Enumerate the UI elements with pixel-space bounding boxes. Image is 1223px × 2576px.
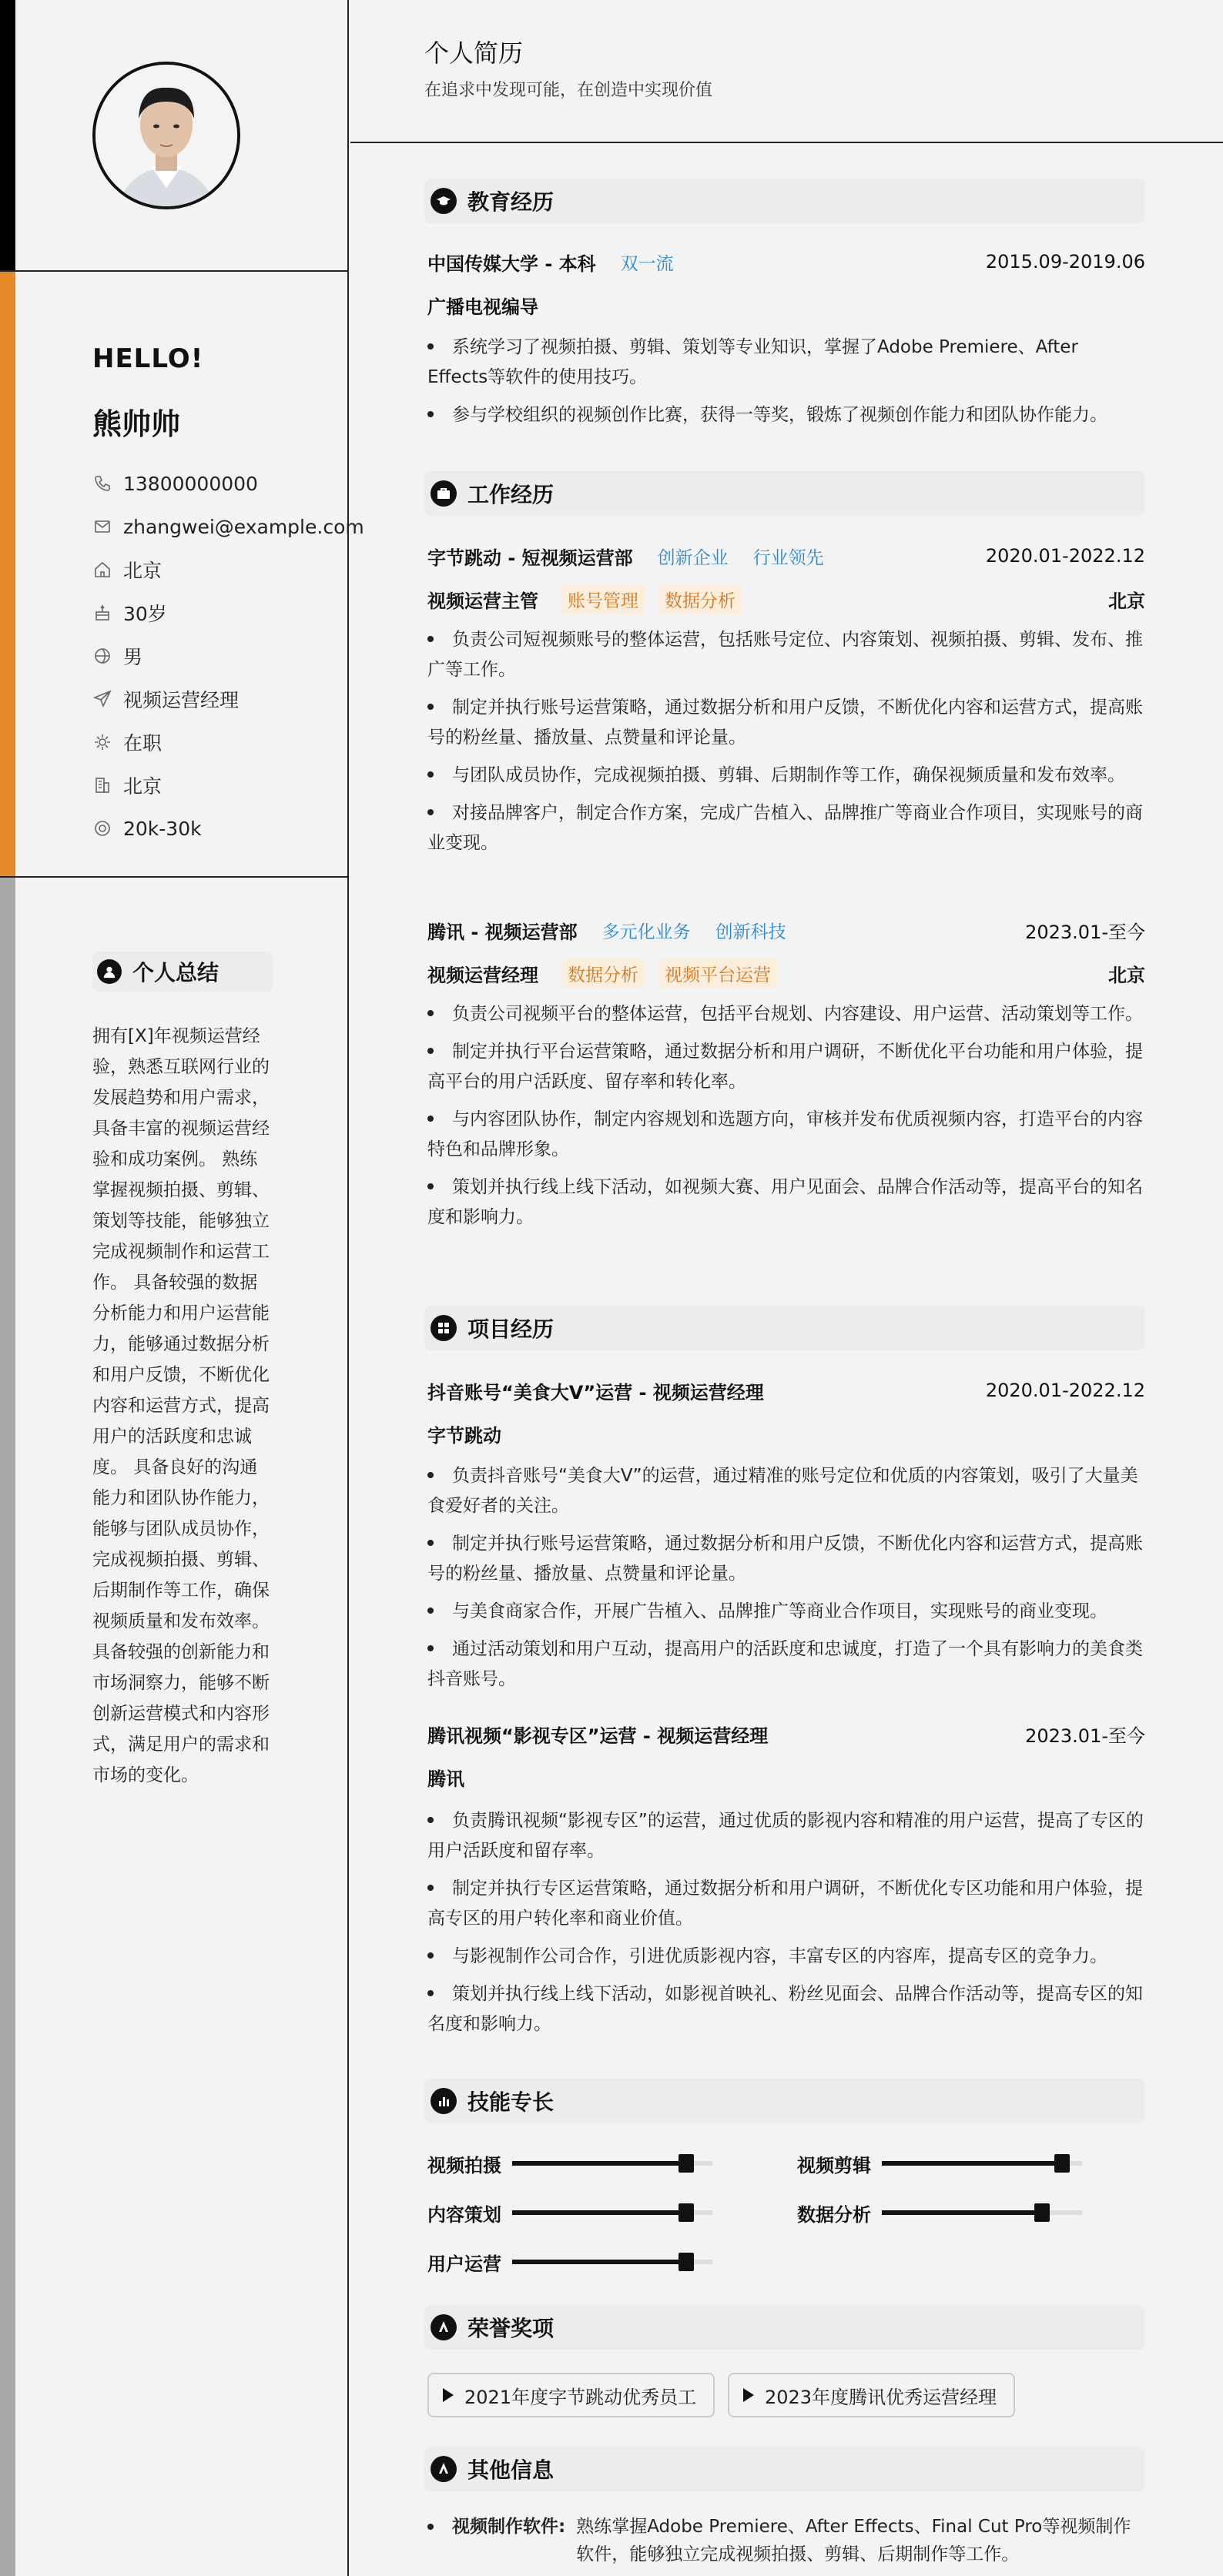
list-item: 策划并执行线上线下活动，如视频大赛、用户见面会、品牌合作活动等，提高平台的知名度和影响力。 [427, 1177, 1143, 1227]
contact-info-list [92, 462, 364, 850]
job-header [427, 915, 1145, 945]
other-title: 其他信息 [467, 2457, 555, 2483]
sidebar-stripe-orange [0, 272, 15, 878]
skill-name: 内容策划 [427, 2203, 501, 2226]
major-row [427, 289, 1145, 320]
bar-chart-icon [431, 2088, 457, 2114]
info-item-city [92, 764, 364, 807]
info-text: zhangwei@example.com [123, 515, 364, 538]
other-value: 熟练掌握Adobe Premiere、After Effects、Final Cut Pro等视频制作软件，能够独立完成视频拍摄、剪辑、后期制作等工作。 [576, 2517, 1131, 2564]
project-date: 2023.01-至今 [1025, 1725, 1145, 1747]
skill-slider [512, 2260, 712, 2264]
awards-title: 荣誉奖项 [467, 2316, 555, 2341]
gender-icon [92, 646, 112, 666]
summary-title: 个人总结 [132, 960, 219, 985]
other-info-item [427, 2513, 1144, 2568]
info-text: 20k-30k [123, 817, 202, 840]
info-text: 北京 [123, 775, 163, 798]
job-date: 2023.01-至今 [1025, 921, 1145, 943]
divider [0, 876, 349, 878]
job-date: 2020.01-2022.12 [985, 545, 1145, 567]
info-text: 视频运营经理 [123, 689, 240, 711]
list-item: 制定并执行账号运营策略，通过数据分析和用户反馈，不断优化内容和运营方式，提高账号的粉丝量、播放量、点赞量和评论量。 [427, 698, 1143, 748]
list-item: 与美食商家合作，开展广告植入、品牌推广等商业合作项目，实现账号的商业变现。 [427, 1597, 1144, 1627]
job-role-row [427, 958, 1145, 989]
list-item: 负责腾讯视频“影视专区”的运营，通过优质的影视内容和精准的用户运营，提高了专区的用户活跃度和留存率。 [427, 1811, 1144, 1861]
profile-name: 熊帅帅 [92, 407, 181, 441]
skill-slider [512, 2210, 712, 2215]
education-title: 教育经历 [467, 189, 555, 215]
info-text: 30岁 [123, 603, 167, 625]
skill-name: 视频拍摄 [427, 2154, 501, 2176]
skill-tag: 数据分析 [561, 959, 645, 988]
info-item-salary [92, 807, 364, 850]
list-item: 对接品牌客户，制定合作方案，完成广告植入、品牌推广等商业合作项目，实现账号的商业变现。 [427, 803, 1143, 853]
skill-slider-knob [679, 2253, 694, 2271]
summary-heading [92, 952, 273, 992]
awards-heading [424, 2305, 1145, 2350]
main-content [350, 0, 1223, 2576]
info-text: 北京 [123, 560, 163, 582]
graduation-cap-icon [431, 188, 457, 214]
school-name: 中国传媒大学 - 本科 [427, 253, 596, 275]
education-bullets [427, 333, 1144, 438]
award-icon [431, 2456, 457, 2482]
info-item-age [92, 591, 364, 634]
job-bullets [427, 625, 1144, 866]
info-text: 男 [123, 646, 143, 668]
skill-slider [882, 2161, 1082, 2166]
skill-item [427, 2246, 712, 2277]
info-item-gender [92, 634, 364, 677]
mail-icon [92, 517, 112, 537]
job-header [427, 540, 1145, 571]
project-org: 腾讯 [427, 1768, 464, 1790]
skill-name: 数据分析 [797, 2203, 871, 2226]
list-item: 负责抖音账号“美食大V”的运营，通过精准的账号定位和优质的内容策划，吸引了大量美食爱好者的关注。 [427, 1466, 1138, 1516]
project-header [427, 1375, 1145, 1406]
info-text: 在职 [123, 732, 163, 754]
skill-name: 视频剪辑 [797, 2154, 871, 2176]
other-key: 视频制作软件: [452, 2517, 566, 2537]
skill-tag: 账号管理 [561, 585, 645, 614]
skill-slider-knob [679, 2154, 694, 2173]
job-role-row [427, 584, 1145, 614]
project-header [427, 1718, 1145, 1749]
info-item-position [92, 677, 364, 721]
project-date: 2020.01-2022.12 [985, 1380, 1145, 1401]
company-tag: 多元化业务 [601, 922, 691, 942]
job-bullets [427, 999, 1144, 1240]
award-badge [427, 2373, 715, 2417]
school-tag: 双一流 [620, 253, 674, 274]
info-item-email [92, 505, 364, 548]
info-item-status [92, 721, 364, 764]
skill-item [797, 2197, 1082, 2228]
list-item: 制定并执行平台运营策略，通过数据分析和用户调研，不断优化平台功能和用户体验，提高平台的用户活跃度、留存率和转化率。 [427, 1042, 1143, 1092]
skill-slider-knob [1054, 2154, 1070, 2173]
info-item-address [92, 548, 364, 591]
list-item: 策划并执行线上线下活动，如影视首映礼、粉丝见面会、品牌合作活动等，提高专区的知名度和影响力。 [427, 1984, 1143, 2034]
project-name: 腾讯视频“影视专区”运营 - 视频运营经理 [427, 1725, 769, 1747]
job-city: 北京 [1108, 590, 1145, 612]
project-org-row [427, 1418, 1145, 1449]
avatar [92, 62, 240, 209]
list-item: 负责公司视频平台的整体运营，包括平台规划、内容建设、用户运营、活动策划等工作。 [427, 999, 1144, 1029]
list-item: 与内容团队协作，制定内容规划和选题方向，审核并发布优质视频内容，打造平台的内容特色和品牌形象。 [427, 1109, 1143, 1159]
company-name: 腾讯 - 视频运营部 [427, 921, 578, 943]
company-tag: 创新企业 [657, 547, 729, 568]
avatar-photo [95, 65, 237, 206]
sidebar-stripe-grey [0, 878, 15, 2576]
skill-slider [882, 2210, 1082, 2215]
projects-title: 项目经历 [467, 1316, 555, 1342]
user-icon [97, 959, 122, 984]
job-city: 北京 [1108, 964, 1145, 986]
send-icon [92, 689, 112, 709]
education-heading [424, 179, 1145, 223]
award-badge [728, 2373, 1015, 2417]
play-icon [443, 2388, 454, 2402]
project-org-row [427, 1761, 1145, 1792]
briefcase-icon [431, 480, 457, 507]
project-org: 字节跳动 [427, 1424, 501, 1447]
grid-icon [431, 1315, 457, 1341]
skill-item [427, 2148, 712, 2179]
divider [0, 270, 349, 272]
project-name: 抖音账号“美食大V”运营 - 视频运营经理 [427, 1381, 764, 1403]
award-label: 2021年度字节跳动优秀员工 [464, 2386, 697, 2408]
company-tag: 行业领先 [752, 547, 824, 568]
skill-slider [512, 2161, 712, 2166]
skill-slider-knob [679, 2203, 694, 2222]
status-icon [92, 732, 112, 752]
list-item: 负责公司短视频账号的整体运营，包括账号定位、内容策划、视频拍摄、剪辑、发布、推广等工作。 [427, 630, 1143, 680]
skill-slider-knob [1034, 2203, 1050, 2222]
education-row [427, 246, 1145, 277]
hello-text: HELLO! [92, 343, 204, 374]
skill-item [797, 2148, 1082, 2179]
skills-title: 技能专长 [467, 2089, 555, 2115]
list-item: 制定并执行账号运营策略，通过数据分析和用户反馈，不断优化内容和运营方式，提高账号的粉丝量、播放量、点赞量和评论量。 [427, 1534, 1143, 1584]
company-tag: 创新科技 [715, 922, 786, 942]
skills-heading [424, 2079, 1145, 2123]
award-icon [431, 2314, 457, 2340]
award-label: 2023年度腾讯优秀运营经理 [765, 2386, 997, 2408]
work-title: 工作经历 [467, 482, 555, 507]
work-heading [424, 471, 1145, 516]
project-bullets [427, 1461, 1144, 1702]
building-icon [92, 775, 112, 795]
list-item: 制定并执行专区运营策略，通过数据分析和用户调研，不断优化专区功能和用户体验，提高专区的用户转化率和商业价值。 [427, 1878, 1143, 1929]
major: 广播电视编导 [427, 296, 538, 318]
salary-icon [92, 818, 112, 838]
divider [350, 142, 1223, 143]
skill-name: 用户运营 [427, 2253, 501, 2275]
project-bullets [427, 1806, 1144, 2047]
home-icon [92, 560, 112, 580]
job-role: 视频运营主管 [427, 590, 538, 612]
list-item: 参与学校组织的视频创作比赛，获得一等奖，锻炼了视频创作能力和团队协作能力。 [427, 400, 1144, 430]
list-item: 系统学习了视频拍摄、剪辑、策划等专业知识，掌握了Adobe Premiere、After Effects等软件的使用技巧。 [427, 337, 1078, 387]
education-date: 2015.09-2019.06 [985, 251, 1145, 273]
play-icon [743, 2388, 754, 2402]
projects-heading [424, 1306, 1145, 1350]
page-title: 个人简历 [424, 38, 524, 68]
other-heading [424, 2447, 1145, 2491]
list-item: 与团队成员协作，完成视频拍摄、剪辑、后期制作等工作，确保视频质量和发布效率。 [427, 761, 1144, 791]
info-item-phone [92, 462, 364, 505]
sidebar [0, 0, 364, 2576]
cake-icon [92, 603, 112, 623]
skill-item [427, 2197, 712, 2228]
page-subtitle: 在追求中发现可能，在创造中实现价值 [424, 81, 713, 100]
company-name: 字节跳动 - 短视频运营部 [427, 547, 633, 569]
job-role: 视频运营经理 [427, 964, 538, 986]
summary-text: 拥有[X]年视频运营经验，熟悉互联网行业的发展趋势和用户需求，具备丰富的视频运营经验和成功案例。 熟练掌握视频拍摄、剪辑、策划等技能，能够独立完成视频制作和运营工作。 具备较强的数据分析能力和用户运营能力，能够通过数据分析和用户反馈，不断优化内容和运营方式，提高用户的活跃度和忠诚度。 具备良好的沟通能力和团队协作能力，能够与团队成员协作，完成视频拍摄、剪辑、后期制作等工作，确保视频质量和发布效率。 具备较强的创新能力和市场洞察力，能够不断创新运营模式和内容形式，满足用户的需求和市场的变化。 [92, 1026, 270, 1785]
list-item: 与影视制作公司合作，引进优质影视内容，丰富专区的内容库，提高专区的竞争力。 [427, 1942, 1144, 1972]
info-text: 13800000000 [123, 472, 258, 495]
skill-tag: 数据分析 [658, 585, 742, 614]
phone-icon [92, 473, 112, 493]
list-item: 通过活动策划和用户互动，提高用户的活跃度和忠诚度，打造了一个具有影响力的美食类抖音账号。 [427, 1639, 1143, 1689]
sidebar-stripe-black [0, 0, 15, 272]
skill-tag: 视频平台运营 [658, 959, 777, 988]
